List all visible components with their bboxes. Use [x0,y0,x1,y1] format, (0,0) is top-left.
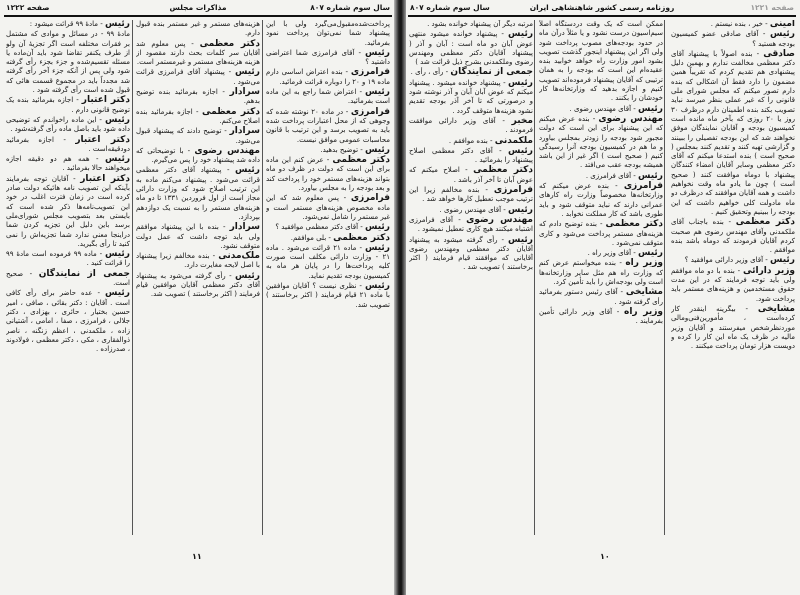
speech-text: - آقای فرامرزی اشتباه میکنند هیچ کاری تعطیل نمیشود . [409,215,533,234]
speech-paragraph [409,147,533,166]
right-page-header [410,3,794,15]
page-number: ۱۱ [192,552,202,561]
speaker-name: دکتر معظمی [332,155,390,166]
speech-text: مادهٔ ۹۹ - در مسائل و موادی که مشتمل بر فقرات مختلفه است اگر تجزیهٔ آن ولو از طرف یکنفر تقاضا شود باید آن‌ماده یا مسئله تقسیم‌شده و جزء بجزء رأی گرفته شود ولی پس از آنکه جزء آخر رأی گرفته شد مجدداً باید در مجموع قسمت هائی که قبول شده است رأی گرفته شود . [6,30,130,95]
speech-text: - ماده ۹۹ فرموده است مادهٔ ۹۹ را قرائت کنید . [6,250,130,268]
speaker-name: دکتر معظمی [333,232,390,243]
speech-paragraph [266,68,390,87]
speech-text: - رأی گرفته میشود به پیشنهاد آقایان دکتر معظمی ومهندس رضوی آقایانی که موافقند قیام فرمایند ( اکثر برخاستند ) تصویب شد . [409,235,533,272]
column-divider [132,20,133,535]
speech-text: - آقای فرامرزی شما اعتراضی داشتید ؟ [266,48,390,67]
speech-text: - آقای وزیر دارائی موافقت فرمودند . [409,116,533,135]
speaker-name: دکتر اعتبار [81,95,130,106]
speech-text: - این ماده راخواندم که توضیحی داده شود باید باصل ماده رأی گرفته‌شود . [6,115,130,134]
speech-text: مرتبه دیگر آن پیشنهاد خوانده بشود . [427,20,533,28]
speech-paragraph [409,20,533,29]
speaker-name: جمعی از نمایندگان [38,268,130,279]
speech-paragraph [6,270,130,289]
section-title: روزنامه رسمی کشور شاهنشاهی ایران [529,3,675,12]
speech-text: - رأی گرفته می‌شود به پیشنهاد آقای دکتر معظمی آقایان موافقین قیام فرمایند ( اکثر برخاستند ) تصویب شد. [136,271,260,299]
speech-paragraph [409,186,533,205]
speaker-name: وزیر دارائی [743,265,795,276]
speaker-name: دکتر معظمی [199,38,260,49]
speech-text: هزینه‌های مستمر و غیر مستمر بنده قبول دارم. [136,20,260,38]
column-divider [534,20,535,535]
speech-text: - ماده ۲۱ قرائت می‌شود . ماده ۲۱ - وزارت دارائی مکلف است صورت کلیه پرداخت‌ها را در پایان هر ماه به کمیسیون بودجه تقدیم نماید. [266,243,390,280]
speaker-name: رئیس [638,103,663,114]
speaker-name: مهندس رضوی [466,214,533,225]
column-divider [262,20,263,535]
column [409,20,533,538]
speaker-name: دکتر اعتبار [80,173,130,184]
speech-text: - بنده عرض میکنم که وزارتخانه‌ها مخصوصاً وزارت راه کارهای عمرانی دارند که نباید متوقف شود و باید طوری باشد که کار مملکت نخوابد . [539,182,663,218]
header-rule [4,15,392,17]
header-rule [408,15,796,17]
speaker-name: رئیس [105,249,130,260]
speech-paragraph [671,256,795,265]
speech-paragraph [136,68,260,87]
speech-paragraph [136,223,260,251]
speech-text: - نظری نیست ؟ آقایان موافقین با ماده ۲۱ قیام فرمایند ( اکثر برخاستند ) تصویب شد. [266,282,390,309]
speaker-name: وزیر راه [625,258,663,269]
speech-paragraph [266,282,390,310]
speaker-name: رئیس [508,77,533,88]
page-number: ۱۰ [600,552,610,561]
speech-paragraph [136,252,260,271]
speech-paragraph [539,20,663,104]
speaker-name: مشایخی [625,287,663,298]
speech-paragraph [266,108,390,145]
speaker-name: دکتر معظمی [605,219,663,230]
speech-text: - پیشنهاد آقای فرامرزی قرائت می‌شود . [136,68,260,86]
speech-paragraph [266,194,390,222]
speaker-name: رئیس [365,242,390,253]
speech-text: - بنده اصولاً با پیشنهاد آقای دکتر معظمی مخالفت ندارم و بهمین دلیل پیشنهادی هم تقدیم کردم که تقریباً همین مضمون را دارد فقط آن اشکالی که بنده دارم تصور میکنم که مجلس شورای ملی قانونی را که غیر عملی بنظر میرسد نباید تصویب بکند بنده اطمینان دارم درظرف ۳۰ روز یا ۲۰ روزی که بآخر ماه مانده است کمیسیون بودجه و آقایان نمایندگان موفق نخواهند شد که این بودجه تفصیلی را ببینند و گزارشی تهیه کنند و تقدیم کنند بمجلس ( صحیح است ) بنده استدعا میکنم که آقای دکتر معظمی وسایر آقایان امضاء کنندگان پیشنهاد با دوماه موافقت کنند ( صحیح است ) چون ما یادو ماه وقت نخواهیم داشت و همه آقایان موافقند که درظرف دو ماه مادولت کلی خواهیم داشت که این بودجه را ببینیم وتحقیق کنیم . [671,49,795,216]
speech-paragraph [539,182,663,219]
speaker-name: امینی [769,20,795,29]
column [539,20,663,538]
column [266,20,390,538]
speaker-name: فرامرزی [623,181,663,192]
speech-paragraph [671,20,795,29]
speech-text: - پیشنهاد آقای دکتر معظمی قرائت می‌شود . پیشنهاد می‌کنم ماده به این ترتیب اصلاح شود که وزارت دارائی مجاز است از اول فروردین ۱۳۳۱ تا دو ماه هزینه‌های مستمر را به نسبت یک دوازدهم بپردازد. [136,166,260,221]
speaker-name: رئیس [508,29,533,40]
speech-paragraph [671,30,795,49]
speech-paragraph [266,156,390,193]
speech-text: - پیشنهاد خوانده میشود . پیشنهاد میکنم که عوض آبان آبان و آذر نوشته شود و درصورتی که تا آخر آذر بودجه تقدیم نشود هزینه‌ها متوقف گردد . [409,78,533,115]
issue-number: سال سوم شماره ۸۰۷ [410,3,490,12]
speech-paragraph [266,244,390,281]
speaker-name: فرامرزی [493,185,533,196]
speech-text: - اجازه بفرمائید بنده توضیح بدهم. [136,88,260,106]
speech-text: - آقای دکتر معظمی موافقید ؟ [275,223,363,232]
speaker-name: ملک‌مدنی [218,251,260,262]
speaker-name: سرادار [229,87,260,98]
speech-text: - پس معلوم شد که این ماده مخصوص هزینه‌های مستمر است و غیر مستمر را شامل نمی‌شود. [266,194,390,221]
speech-text: - بلی موافقم. [290,233,331,242]
speech-paragraph [6,175,130,249]
speaker-name: رئیس [770,29,795,40]
speech-paragraph [6,136,130,155]
speaker-name: دکتر معظمی [202,106,260,117]
speech-paragraph [539,288,663,307]
speech-paragraph [409,117,533,136]
speaker-name: رئیس [508,145,533,156]
speech-paragraph [671,267,795,304]
speaker-name: رئیس [638,170,663,181]
speech-paragraph [266,49,390,68]
speech-text: - آقای وزیر دارائی موافقید ؟ [684,256,768,265]
speaker-name: رئیس [508,234,533,245]
speaker-name: فرامرزی [350,67,390,78]
speech-text: - با توضیحاتی که داده شد پیشنهاد خود را پس می‌گیرم. [136,146,260,165]
speech-text: - اصلاح میکنم که عوض آبان تا آخر آذر باشد . [409,166,533,184]
speaker-name: فرامرزی [350,193,390,204]
speech-text: - بنده باجناب آقای ملکمدنی وآقای مهندس رضوی هم صحبت کردم آقایان فرمودند که دوماه باشد بنده موافقم . [671,218,795,255]
speaker-name: سرادار [229,222,260,233]
speaker-name: رئیس [508,204,533,215]
speech-paragraph [136,108,260,127]
speaker-name: وزیر راه [624,306,663,317]
speech-paragraph [266,88,390,107]
speech-paragraph [409,236,533,273]
speech-text: - اعتراض شما راجع به این ماده است بفرمائید. [266,88,390,106]
speech-text: - آقای فرامرزی . [585,171,636,180]
speech-paragraph [6,30,130,95]
speaker-name: رئیس [365,144,390,155]
speech-text: - بنده عرض میکنم که این پیشنهاد برای این است که دولت مجبور شود بودجه را زودتر بمجلس بیاورد و ما هم در کمیسیون بودجه آنرا رسیدگی کنیم ( صحیح است ) اگر غیر از این باشد همیشه بودجه عقب می‌افتد . [539,114,663,170]
speech-text: - آقای مهندس رضوی . [439,205,506,214]
speech-text: - بنده میخواستم عرض کنم که وزارت راه هم مثل سایر وزارتخانه‌ها است ولی بودجه‌اش را باید تأمین کرد. [539,259,663,287]
speech-text: - آقای رئیس دستور بفرمائید رأی گرفته شود . [539,288,663,306]
speaker-name: مشایخی [757,303,795,314]
speech-paragraph [136,40,260,68]
left-page-header [6,3,390,15]
column [671,20,795,538]
speech-paragraph [136,20,260,39]
speech-paragraph [539,105,663,114]
speech-paragraph [409,68,533,77]
column-divider [664,20,665,535]
speaker-name: دکتر معظمی [735,217,795,228]
speech-text: - آقای وزیر راه . [587,249,636,258]
speech-text: - عده حاضر برای رأی کافی است . آقایان : دکتر بقائی ، صافی ، امیر حسین بختیار ، حائری ، بهزادی ، دکتر جلالی ، فرامرزی ، صفا ، امامی ، آشتیانی زاده ، ملکمدنی ، اعظم زنگنه ، ناصر ذوالفقاری ، مکی ، دکتر معظمی ، فولادوند ، صدرزاده . [6,289,130,354]
speaker-name: رئیس [365,47,390,58]
speaker-name: مهندس رضوی [194,145,260,156]
speech-paragraph [266,223,390,232]
section-title: مذاکرات مجلس [169,3,227,12]
right-page [404,0,800,595]
speech-text: - پیشنهاد خوانده میشود منتهی عوض آبان دو ماه است : آبان و آذر ( پیشنهاد آقایان دکتر معظمی ومهندس رضوی وملکمدنی بشرح ذیل قرائت شد ) [409,30,533,67]
speech-text: ممکن است که یک وقت دردستگاه اصلاً سیم‌اسیون درست نشود و یا مثلاً درآن ماه در حدود بودجه‌های مصوب پرداخت شود ولی اگر این پیشنهاد اینجور گذشت تصویب بشود امور وزارت راه خواهد خوابید بنده عقیده‌ام این است که بودجه را به همان ترتیبی که آقایان پیشنهاد فرموده‌اند تصویب کنیم و اجازه بدهید که وزارتخانه‌ها کار خودشان را بکنند . [539,20,663,103]
speaker-name: دکتر معظمی [473,165,533,176]
speaker-name: رئیس [235,165,260,176]
speech-text: - رأی ، رأی . [410,68,449,77]
speech-text: - بنده با دو ماه موافقم ولی باید توجه فرمایند که در این مدت حقوق مستخدمین و هزینه‌های مستمر باید پرداخت شود. [671,266,795,303]
speech-paragraph [136,88,260,107]
speech-paragraph [539,308,663,327]
speaker-name: جمعی از نمایندگان [450,67,533,78]
column [136,20,260,538]
speech-paragraph [539,115,663,171]
speech-text: - بنده مخالفم زیرا پیشنهاد با اصل لایحه مغایرت دارد. [136,252,260,270]
speech-paragraph [6,20,130,29]
speaker-name: صادقی [763,48,795,59]
page-label: صفحه ۱۲۲۱ [750,3,794,12]
speech-paragraph [671,305,795,351]
issue-number: سال سوم شماره ۸۰۷ [310,3,390,12]
speech-text: - آقای دکتر معظمی اصلاح پیشنهاد را بفرمائید . [409,146,533,165]
speech-paragraph [266,234,390,243]
speaker-name: رئیس [638,248,663,259]
speech-paragraph [6,96,130,115]
speech-text: - بنده توضیح دادم که هزینه‌های مستمر پرداخت می‌شود و کاری متوقف نمی‌شود . [539,220,663,247]
speech-text: پرداخت‌شده‌مقبول‌می‌گیرد ولی با این پیشنهاد شما نمی‌توان پرداخت نمود بفرمائید. [266,20,390,47]
speech-paragraph [539,172,663,181]
speech-paragraph [136,127,260,146]
speech-paragraph [409,216,533,235]
speech-paragraph [539,249,663,258]
speech-paragraph [6,155,130,174]
speaker-name: رئیس [105,114,130,125]
speech-text: - بیگرینه اینقدر کار کرده‌است ، مأمورین‌فنی‌ومالی موردنظرشخص میفرستند و آقایان وزیر مالیه در ظرف یک ماه این کار را کرده و دویست هزار تومان پرداخت میکنند . [671,304,795,351]
speech-text: - بنده مخالفم زیرا این ترتیب موجب تعطیل کارها خواهد شد . [409,186,533,204]
speech-paragraph [6,289,130,354]
column [6,20,130,538]
speaker-name: ملکمدنی [494,135,533,146]
speech-text: - عرض کنم این ماده برای این است که دولت در ظرف دو ماه بتواند هزینه‌های مستمر خود را پرداخت کند و بعد بودجه را به مجلس بیاورد. [266,156,390,193]
speaker-name: رئیس [365,87,390,98]
speech-text: - اجازه بفرمائید بنده یک توضیح قانونی دارم . [6,96,130,114]
speech-paragraph [671,218,795,255]
speaker-name: رئیس [105,288,130,299]
speech-text: - همه هم دو دقیقه اجازه میخواهند حالا بفرمائید . [6,155,130,173]
speech-text: - بنده موافقم . [448,136,493,145]
speech-text: - اجازه بفرمائید دودقیقه‌است . [6,135,130,153]
speech-text: - بنده با این پیشنهاد موافقم ولی باید توجه داشت که عمل دولت متوقف نشود. [136,223,260,250]
speech-paragraph [6,116,130,135]
speech-paragraph [409,206,533,215]
speech-paragraph [136,147,260,166]
speech-paragraph [409,79,533,116]
speech-text: - آقای مهندس رضوی . [569,104,636,113]
speech-paragraph [136,166,260,222]
speech-text: - توضیح دادند که پیشنهاد قبول می‌شود. [136,127,260,145]
speaker-name: رئیس [105,154,130,165]
speech-text: - آقای وزیر دارائی تأمین بفرمایند . [539,307,663,326]
speech-text: - توضیح بدهید. [320,145,363,154]
page-label: صفحه ۱۲۲۲ [6,3,50,12]
speaker-name: رئیس [365,222,390,233]
speaker-name: مهندس رضوی [598,113,663,124]
speaker-name: سرادار [229,126,260,137]
speech-paragraph [409,166,533,185]
speaker-name: رئیس [235,270,260,281]
speaker-name: مخبر [511,115,533,126]
speech-paragraph [136,272,260,300]
speech-text: - پس معلوم شد آقایان سر کلمات بحث دارند مقصود از هزینه هزینه‌های مستمر و غیرمستمر است. [136,39,260,67]
speech-text: - خیر ، بنده نیستم . [710,20,768,28]
speaker-name: رئیس [235,67,260,78]
speech-text: - اجازه بفرمائید بنده اصلاح می‌کنم. [136,107,260,125]
book-spine [394,0,406,595]
speech-paragraph [409,30,533,67]
speech-text: - آقایان توجه بفرمایند بآینکه این تصویب نامه هائیکه دولت صادر کرده است در زمان فترت اغلب در خود این تصویب‌نامه‌ها ذکر شده است که بایستی بعد بتصویب مجلس شورای‌ملی برسد باین دلیل این تجزیه کردن شما دراینجا معنی ندارد شما تجزیه‌اش را نمی کنید تا رأی بگیرید. [6,174,130,248]
speech-text: - آقای صادقی عضو کمیسیون بودجه هستید ؟ [671,30,795,48]
left-page [0,0,396,595]
speech-paragraph [266,146,390,155]
speech-text: - مادهٔ ۹۹ قرائت میشود : [29,20,103,28]
speech-paragraph [539,220,663,248]
speaker-name: دکتر اعتبار [75,134,130,145]
speech-paragraph [6,250,130,269]
speech-text: - در ماده ۲۰ نوشته شده که وجوهی که از محل اعتبارات پرداخت شده باید به تصویب برسد و این ترتیب با قانون محاسبات عمومی موافق نیست. [266,107,390,144]
speaker-name: رئیس [105,20,130,29]
speaker-name: رئیس [770,255,795,266]
speech-text: - بنده اعتراض اساسی دارم ماده ۱۹ و ۲۰ را دوباره قرائت فرمائید. [266,68,390,86]
speech-paragraph [266,20,390,48]
speech-text: - صحیح است. [6,269,130,288]
speaker-name: رئیس [365,281,390,292]
speech-paragraph [409,137,533,146]
speech-paragraph [539,259,663,287]
speech-paragraph [671,50,795,217]
speaker-name: فرامرزی [350,106,390,117]
